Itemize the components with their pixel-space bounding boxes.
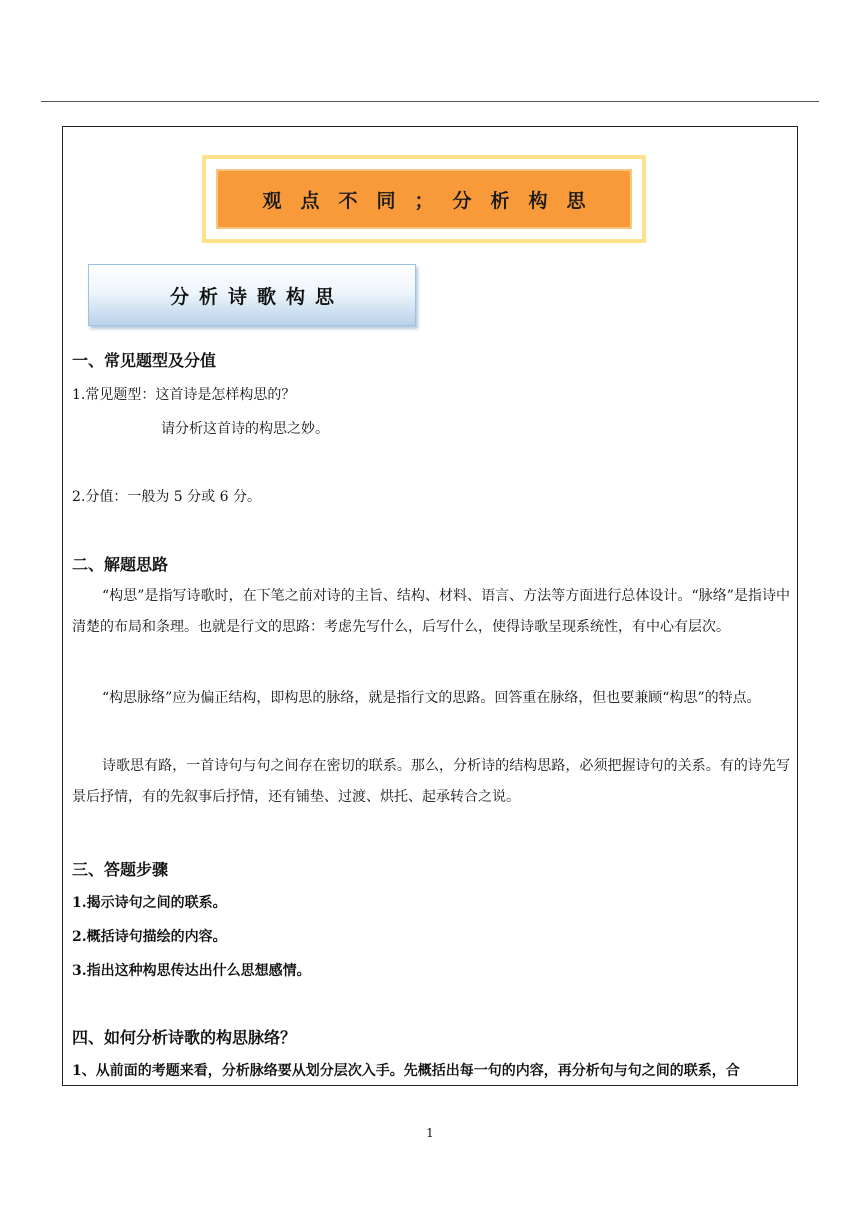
answer-step-3: 3.指出这种构思传达出什么思想感情。: [72, 963, 311, 979]
section-2-heading: 二、解题思路: [72, 555, 169, 574]
subtitle-box: [88, 264, 416, 326]
paragraph-1: “构思”是指写诗歌时，在下笔之前对诗的主旨、结构、材料、语言、方法等方面进行总体设计。“脉络”是指诗中清楚的布局和条理。也就是行文的思路：考虑先写什么，后写什么，使得诗歌呈现系统性，有中心有层次。: [72, 588, 790, 635]
header-rule: [41, 101, 819, 102]
answer-step-2: 2.概括诗句描绘的内容。: [72, 929, 227, 945]
section-4-line-1: 1、从前面的考题来看，分析脉络要从划分层次入手。先概括出每一句的内容，再分析句与句之间的联系，合: [72, 1063, 740, 1079]
section-1-heading: 一、常见题型及分值: [72, 351, 217, 370]
section-4-heading: 四、如何分析诗歌的构思脉络？: [72, 1028, 297, 1047]
answer-step-1: 1.揭示诗句之间的联系。: [72, 895, 227, 911]
page-number: 1: [426, 1126, 434, 1140]
paragraph-3: 诗歌思有路，一首诗句与句之间存在密切的联系。那么，分析诗的结构思路，必须把握诗句的关系。有的诗先写景后抒情，有的先叙事后抒情，还有铺垫、过渡、烘托、起承转合之说。: [72, 758, 790, 805]
question-type-line: 1.常见题型：这首诗是怎样构思的？: [72, 387, 296, 403]
banner-title: 观点不同；分析构思: [262, 189, 605, 212]
paragraph-2: “构思脉络”应为偏正结构，即构思的脉络，就是指行文的思路。回答重在脉络，但也要兼顾“构思”的特点。: [102, 690, 761, 706]
title-banner: [202, 155, 646, 243]
section-3-heading: 三、答题步骤: [72, 860, 169, 879]
score-line: 2.分值：一般为 5 分或 6 分。: [72, 489, 261, 505]
subtitle-text: 分析诗歌构思: [169, 285, 344, 308]
question-type-line-2: 请分析这首诗的构思之妙。: [161, 421, 329, 437]
